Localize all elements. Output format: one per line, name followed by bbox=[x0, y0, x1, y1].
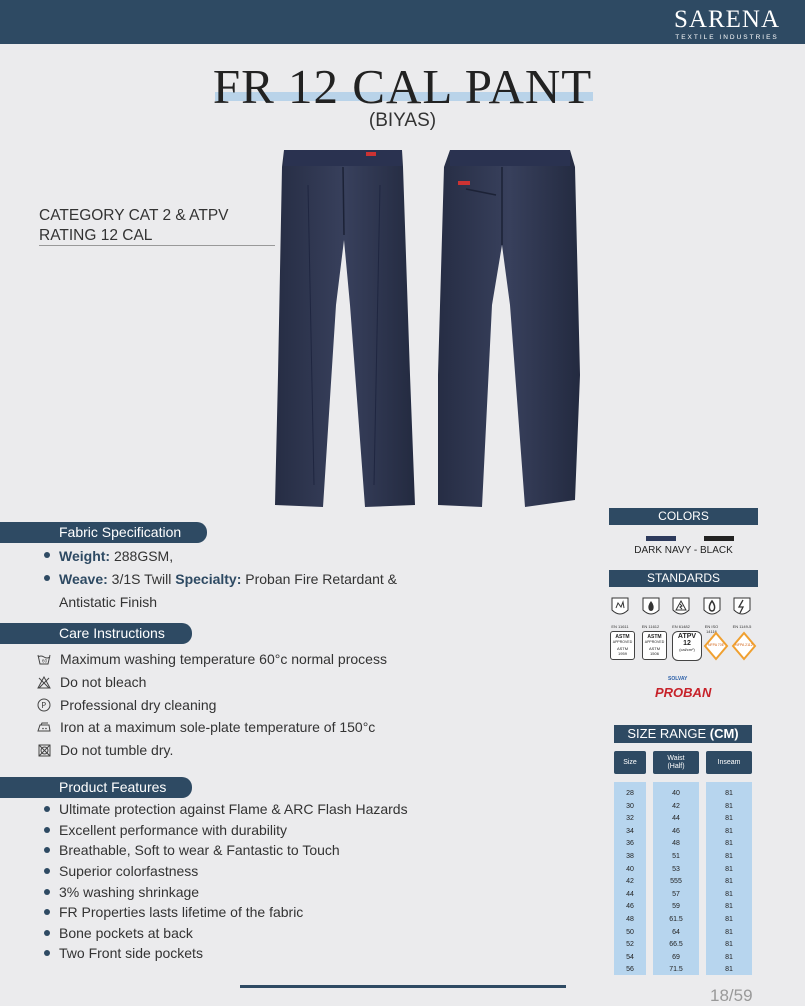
standard-caption: EN 11612 bbox=[641, 624, 660, 629]
care-item bbox=[37, 716, 387, 739]
feature-item bbox=[44, 943, 408, 964]
feature-item bbox=[44, 923, 408, 944]
standard-caption: EN 1149-5 bbox=[732, 624, 752, 629]
dry-clean-icon bbox=[37, 698, 51, 712]
svg-text:60: 60 bbox=[42, 658, 48, 664]
table-cell: 81 bbox=[725, 865, 733, 873]
specialty-continued: Antistatic Finish bbox=[59, 594, 158, 610]
bullet bbox=[44, 889, 50, 895]
en61482-icon bbox=[669, 597, 693, 634]
feature-item bbox=[44, 861, 408, 882]
specialty-value: Proban Fire Retardant & bbox=[245, 571, 398, 587]
table-cell: 34 bbox=[626, 827, 634, 835]
brand-name: SARENA bbox=[673, 6, 780, 33]
colors-heading: COLORS bbox=[609, 508, 758, 525]
table-cell: 28 bbox=[626, 790, 634, 797]
page-subtitle: (BIYAS) bbox=[368, 110, 437, 131]
iron-icon bbox=[37, 720, 51, 734]
en1149-icon bbox=[730, 597, 754, 634]
bullet bbox=[44, 909, 50, 915]
standard-caption: EN 11611 bbox=[611, 624, 629, 629]
care-text: Do not tumble dry. bbox=[60, 742, 174, 759]
bullet bbox=[44, 950, 50, 956]
bullet bbox=[44, 930, 50, 936]
table-cell: 81 bbox=[725, 903, 733, 911]
back-view-pants bbox=[438, 150, 580, 507]
table-cell: 81 bbox=[725, 815, 733, 823]
table-cell: 52 bbox=[626, 941, 634, 949]
table-cell: 81 bbox=[725, 802, 733, 810]
svg-text:P: P bbox=[41, 700, 47, 710]
nfpa-2112-label: NFPA 2112 bbox=[735, 643, 753, 647]
weave-value: 3/1S Twill bbox=[111, 571, 172, 587]
astm-badge-mid: APPROVED bbox=[644, 640, 665, 644]
care-item bbox=[37, 648, 387, 671]
table-cell: 61.5 bbox=[669, 915, 683, 923]
table-cell: 81 bbox=[725, 840, 733, 848]
inseam-column-header: Inseam bbox=[706, 751, 752, 774]
feature-item bbox=[44, 799, 408, 820]
en11612-icon bbox=[639, 597, 663, 634]
category-text bbox=[39, 206, 229, 246]
table-cell: 81 bbox=[725, 827, 733, 835]
category-line-1: CATEGORY CAT 2 & ATPV bbox=[39, 207, 229, 224]
size-range-heading bbox=[614, 725, 752, 743]
waist-column-header: Waist (Half) bbox=[653, 751, 699, 774]
feature-text: Ultimate protection against Flame & ARC Flash Hazards bbox=[59, 801, 408, 818]
size-range-label: SIZE RANGE bbox=[627, 726, 710, 741]
table-cell: 50 bbox=[626, 928, 634, 936]
bullet bbox=[44, 806, 50, 812]
size-column bbox=[614, 782, 646, 975]
specialty-label: Specialty: bbox=[175, 571, 242, 587]
care-item bbox=[37, 693, 387, 716]
nfpa-70e-label: NFPA 70E bbox=[707, 643, 725, 647]
bullet bbox=[44, 868, 50, 874]
table-cell: 555 bbox=[670, 878, 682, 886]
inseam-column bbox=[706, 782, 752, 975]
standard-caption: EN 61482 bbox=[672, 624, 690, 629]
page-title: FR 12 CAL PANT bbox=[212, 59, 593, 114]
table-cell: 40 bbox=[626, 865, 634, 873]
table-cell: 81 bbox=[725, 941, 733, 949]
care-text: Maximum washing temperature 60°c normal process bbox=[60, 651, 387, 668]
table-cell: 48 bbox=[626, 915, 634, 923]
astm-badge-bottom: ASTM 1959 bbox=[616, 646, 629, 656]
product-image bbox=[270, 145, 585, 520]
no-tumble-dry-icon bbox=[37, 743, 51, 757]
category-line-2: RATING 12 CAL bbox=[39, 227, 153, 244]
care-text: Professional dry cleaning bbox=[60, 696, 217, 713]
category-divider bbox=[39, 245, 275, 246]
standards-heading: STANDARDS bbox=[609, 570, 758, 587]
atpv-unit: (cal/cm²) bbox=[679, 647, 695, 652]
atpv-label: ATPV bbox=[677, 633, 697, 640]
footer-line bbox=[240, 985, 566, 988]
table-cell: 32 bbox=[626, 815, 634, 823]
table-cell: 59 bbox=[672, 903, 680, 911]
table-cell: 81 bbox=[725, 790, 733, 797]
table-cell: 66.5 bbox=[669, 941, 683, 949]
atpv-value: 12 bbox=[683, 640, 691, 647]
table-cell: 81 bbox=[725, 953, 733, 961]
care-list bbox=[37, 648, 387, 761]
feature-item bbox=[44, 820, 408, 841]
weight-row bbox=[44, 548, 173, 564]
care-item bbox=[37, 671, 387, 694]
standard-caption: EN ISO 14116 bbox=[704, 624, 719, 634]
table-cell: 42 bbox=[672, 802, 680, 810]
en11611-icon bbox=[608, 597, 632, 634]
table-cell: 81 bbox=[725, 878, 733, 886]
feature-text: Bone pockets at back bbox=[59, 924, 193, 941]
proban-logo: PROBAN bbox=[655, 685, 712, 700]
table-cell: 81 bbox=[725, 915, 733, 923]
no-bleach-icon bbox=[37, 675, 51, 689]
atpv-badge bbox=[672, 631, 702, 661]
table-cell: 54 bbox=[626, 953, 634, 961]
solvay-logo: SOLVAY bbox=[668, 676, 688, 682]
care-text: Iron at a maximum sole-plate temperature of 150°c bbox=[60, 719, 376, 736]
care-item bbox=[37, 739, 387, 762]
table-cell: 57 bbox=[672, 890, 680, 898]
care-text: Do not bleach bbox=[60, 674, 147, 691]
astm-1959-badge bbox=[610, 631, 635, 660]
feature-text: FR Properties lasts lifetime of the fabric bbox=[59, 904, 304, 921]
table-cell: 46 bbox=[626, 903, 634, 911]
feature-text: Breathable, Soft to wear & Fantastic to Touch bbox=[59, 842, 340, 859]
waist-column bbox=[653, 782, 699, 975]
brand-subtitle: TEXTILE INDUSTRIES bbox=[675, 34, 779, 41]
astm-badge-top: ASTM bbox=[615, 634, 630, 640]
astm-1506-badge bbox=[642, 631, 667, 660]
astm-badge-top: ASTM bbox=[647, 634, 662, 640]
wash-icon bbox=[37, 652, 51, 666]
feature-text: Superior colorfastness bbox=[59, 863, 199, 880]
feature-item bbox=[44, 840, 408, 861]
table-cell: 38 bbox=[626, 852, 634, 860]
features-list bbox=[44, 799, 408, 964]
weight-label: Weight: bbox=[59, 548, 111, 564]
table-cell: 44 bbox=[626, 890, 634, 898]
table-cell: 64 bbox=[672, 928, 680, 936]
table-cell: 81 bbox=[725, 966, 733, 974]
feature-text: Two Front side pockets bbox=[59, 945, 203, 962]
astm-badge-mid: APPROVED bbox=[612, 640, 633, 644]
size-column-header: Size bbox=[614, 751, 646, 774]
table-cell: 40 bbox=[672, 790, 680, 797]
en-iso-14116-icon bbox=[700, 597, 724, 634]
table-cell: 30 bbox=[626, 802, 634, 810]
table-cell: 36 bbox=[626, 840, 634, 848]
weight-value: 288GSM, bbox=[113, 548, 174, 564]
table-cell: 48 bbox=[672, 840, 680, 848]
bullet bbox=[44, 552, 50, 558]
fabric-specification-heading: Fabric Specification bbox=[0, 522, 207, 543]
astm-badge-bottom: ASTM 1506 bbox=[648, 646, 661, 656]
feature-text: Excellent performance with durability bbox=[59, 821, 287, 838]
dark-navy-swatch bbox=[646, 536, 676, 541]
table-cell: 44 bbox=[672, 815, 680, 823]
front-view-pants bbox=[275, 150, 415, 507]
page-number: 18/59 bbox=[710, 986, 753, 1005]
table-cell: 81 bbox=[725, 890, 733, 898]
table-cell: 69 bbox=[672, 953, 680, 961]
bullet bbox=[44, 827, 50, 833]
table-cell: 81 bbox=[725, 928, 733, 936]
table-cell: 53 bbox=[672, 865, 680, 873]
table-cell: 71.5 bbox=[669, 966, 683, 974]
product-features-heading: Product Features bbox=[0, 777, 192, 798]
size-range-unit: (CM) bbox=[709, 726, 739, 741]
bullet bbox=[44, 847, 50, 853]
weave-row bbox=[44, 571, 397, 587]
black-swatch bbox=[704, 536, 734, 541]
bullet bbox=[44, 575, 50, 581]
table-cell: 56 bbox=[626, 966, 634, 974]
colors-label: DARK NAVY - BLACK bbox=[634, 545, 733, 556]
feature-item bbox=[44, 881, 408, 902]
standards-icons-row bbox=[608, 597, 761, 634]
care-instructions-heading: Care Instructions bbox=[0, 623, 192, 644]
table-cell: 51 bbox=[672, 852, 680, 860]
table-cell: 42 bbox=[626, 878, 634, 886]
feature-text: 3% washing shrinkage bbox=[59, 883, 200, 900]
table-cell: 46 bbox=[672, 827, 680, 835]
weave-label: Weave: bbox=[59, 571, 108, 587]
table-cell: 81 bbox=[725, 852, 733, 860]
feature-item bbox=[44, 902, 408, 923]
brand-logo bbox=[674, 8, 780, 41]
